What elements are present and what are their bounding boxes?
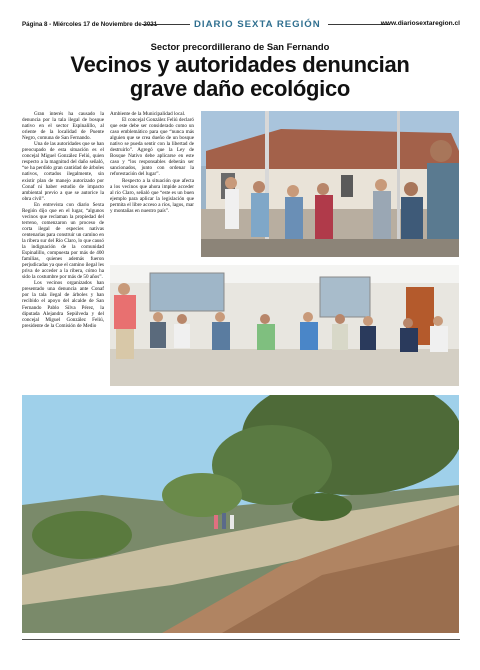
- seated-meeting-photo: [110, 265, 459, 386]
- bottom-rule: [22, 639, 460, 640]
- page-header: [22, 20, 460, 34]
- paragraph: Respecto a la situación que afecta a los vecinos que ahora impide acceder al río Claro, señaló que “este es un buen ejemplo para aplicar la legislación que permita el libre acceso a ríos, lagos, mar y montañas en nuestro país”.: [110, 177, 194, 214]
- title-line-1: Vecinos y autoridades denuncian: [70, 52, 410, 77]
- paragraph: Una de las autoridades que se han preocupado de esta situación es el concejal Miguel González Feliú, quien respecto a la magnitud del daño señaló, “se ha perdido gran cantidad de árboles nativos, cortados ilegalmente, sin existir plan de manejo autorizado por Conaf ni haber estudio de impacto ambiental previo a que se autorice la obra civil”.: [22, 141, 104, 202]
- title-line-2: grave daño ecológico: [129, 76, 351, 101]
- paragraph: El concejal González Feliú declaró que este debe ser considerado como un caso emblemático para que “nunca más alguien que se crea dueño de un bosque nativo se pueda sentir con la libertad de destruirlo”. Agregó que la Ley de Bosque Nativo debe aplicarse en este caso y “los responsables deberán ser sancionados, junto con ordenar la reforestación del lugar”.: [110, 117, 194, 178]
- article-title: [30, 53, 450, 101]
- paragraph: Gran interés ha causado la denuncia por la tala ilegal de bosque nativo en el sector Espinalillo, al oriente de la localidad de Puente Negro, comuna de San Fernando.: [22, 111, 104, 142]
- newspaper-url[interactable]: www.diariosextaregion.cl: [380, 20, 460, 27]
- newspaper-brand: DIARIO SEXTA REGIÓN: [194, 19, 321, 30]
- paragraph: Los vecinos organizados han presentado una denuncia ante Conaf por la tala ilegal de árboles y han recibido el apoyo del alcalde de San Fernando Pablo Silva Pérez, la diputada Alejandra Sepúlveda y del concejal Miguel González Feliú, presidente de la Comisión de Medio: [22, 280, 104, 329]
- paragraph: En entrevista con diario Sexta Región dijo que en el lugar, “algunos vecinos que reclaman la propiedad del terreno, comenzaron un proceso de corta ilegal de especies nativas centenarias para construir un camino en la ribera sur del Río Claro, lo que causó la indignación de la comunidad Espinalillo, compuesta por más de 400 familias, quienes además fueron perjudicadas ya que el camino ilegal les priva de acceder a la ribera, cómo ha sido la costumbre por más de 50 años”.: [22, 201, 104, 281]
- paragraph: Ambiente de la Municipalidad local.: [110, 111, 186, 117]
- page-info: Página 8 - Miércoles 17 de Noviembre de 2021: [22, 21, 158, 28]
- article-column-2: [110, 111, 194, 214]
- header-rule-left: [142, 24, 190, 25]
- section-label: Sector precordillerano de San Fernando: [150, 41, 330, 52]
- people-outdoor-meeting-photo: [201, 111, 459, 257]
- article-column-1: [22, 111, 104, 329]
- hillside-road-photo: [22, 395, 459, 633]
